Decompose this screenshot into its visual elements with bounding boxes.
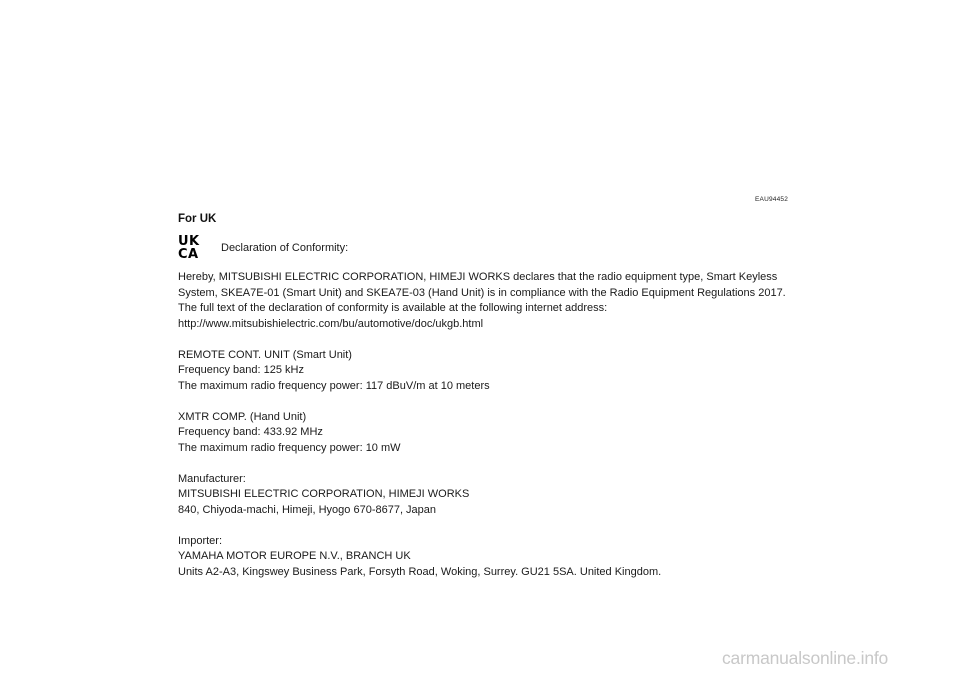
section-heading: For UK bbox=[178, 213, 217, 225]
hand-unit-name: XMTR COMP. (Hand Unit) bbox=[178, 410, 307, 423]
declaration-line: The full text of the declaration of conformity is available at the following internet address: bbox=[178, 302, 608, 314]
remote-unit-name: REMOTE CONT. UNIT (Smart Unit) bbox=[178, 348, 352, 361]
hand-unit-power: The maximum radio frequency power: 10 mW bbox=[178, 441, 401, 454]
watermark: carmanualsonline.info bbox=[722, 648, 889, 668]
ukca-mark-line-1: UK bbox=[178, 234, 200, 249]
hand-unit-block bbox=[178, 410, 788, 457]
importer-block bbox=[178, 534, 788, 581]
page-code: EAU94452 bbox=[755, 196, 789, 203]
importer-name: YAMAHA MOTOR EUROPE N.V., BRANCH UK bbox=[178, 550, 411, 562]
conformity-label: Declaration of Conformity: bbox=[221, 242, 349, 254]
importer-address: Units A2-A3, Kingswey Business Park, Forsyth Road, Woking, Surrey. GU21 5SA. United Kingdom. bbox=[178, 565, 662, 578]
importer-label: Importer: bbox=[178, 534, 223, 547]
ukca-mark-line-2: CA bbox=[178, 246, 199, 262]
remote-unit-block bbox=[178, 348, 788, 395]
spacer bbox=[178, 456, 788, 472]
manufacturer-label: Manufacturer: bbox=[178, 472, 246, 485]
manufacturer-block bbox=[178, 472, 788, 519]
document-body bbox=[178, 270, 788, 580]
spacer bbox=[178, 332, 788, 348]
spacer bbox=[178, 518, 788, 534]
spacer bbox=[178, 394, 788, 410]
declaration-line: System, SKEA7E-01 (Smart Unit) and SKEA7E-03 (Hand Unit) is in compliance with the Radio Equipment Regulations 2017. bbox=[178, 286, 786, 299]
manufacturer-name: MITSUBISHI ELECTRIC CORPORATION, HIMEJI WORKS bbox=[178, 488, 470, 500]
remote-unit-frequency: Frequency band: 125 kHz bbox=[178, 364, 304, 376]
declaration-url: http://www.mitsubishielectric.com/bu/automotive/doc/ukgb.html bbox=[178, 317, 484, 330]
manufacturer-address: 840, Chiyoda-machi, Himeji, Hyogo 670-8677, Japan bbox=[178, 503, 437, 516]
ukca-mark-icon bbox=[178, 236, 204, 262]
remote-unit-power: The maximum radio frequency power: 117 dBuV/m at 10 meters bbox=[178, 379, 490, 392]
declaration-line: Hereby, MITSUBISHI ELECTRIC CORPORATION, HIMEJI WORKS declares that the radio equipment type, Smart Keyless bbox=[178, 271, 778, 283]
declaration-paragraph bbox=[178, 270, 788, 332]
hand-unit-frequency: Frequency band: 433.92 MHz bbox=[178, 426, 323, 438]
